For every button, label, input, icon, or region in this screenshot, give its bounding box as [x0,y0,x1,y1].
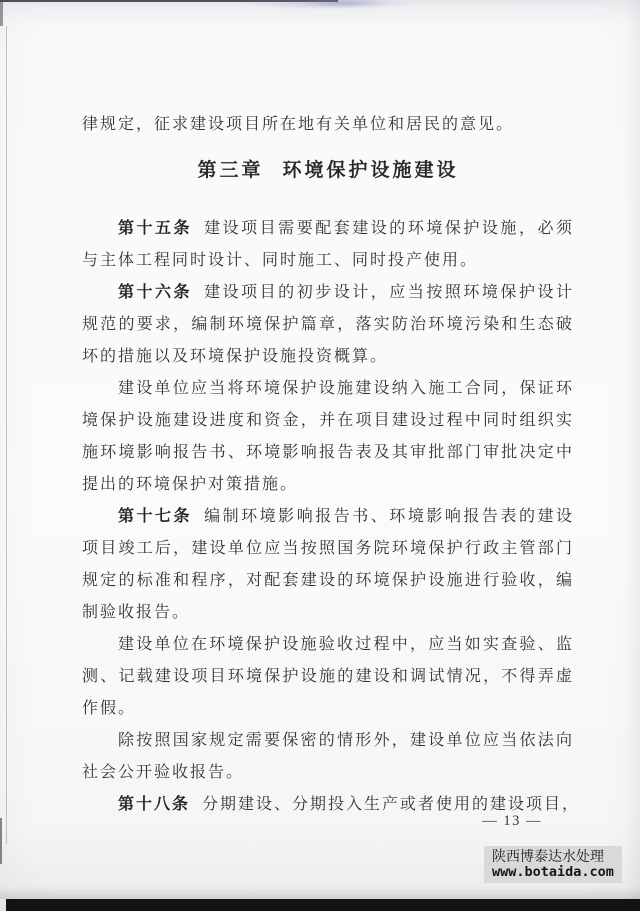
article-text: 建设项目的初步设计，应当按照环境保护设计规范的要求，编制环境保护篇章，落实防治环境污染和生态破坏的措施以及环境保护设施投资概算。 [82,284,574,365]
scan-artifact-left-line [6,26,7,844]
article-paragraph [82,277,574,373]
article-paragraph [82,213,574,277]
scan-artifact-left-mark [0,818,2,864]
article-text: 建设项目需要配套建设的环境保护设施，必须与主体工程同时设计、同时施工、同时投产使用。 [82,220,574,269]
article-text: 除按照国家规定需要保密的情形外，建设单位应当依法向社会公开验收报告。 [82,732,574,781]
watermark-badge [484,846,622,883]
article-paragraph [82,725,574,789]
watermark-url: www.botaida.com [492,864,614,880]
scan-artifact-bottom-shadow [0,886,640,899]
watermark-company: 陕西博泰达水处理 [492,848,604,864]
chapter-heading [82,155,574,187]
continuation-paragraph: 律规定，征求建设项目所在地有关单位和居民的意见。 [82,116,515,133]
article-number: 第十八条 [118,796,191,813]
article-number: 第十六条 [118,284,193,301]
article-number: 第十七条 [118,508,193,525]
article-text: 编制环境影响报告书、环境影响报告表的建设项目竣工后，建设单位应当按照国务院环境保护行政主管部门规定的标准和程序，对配套建设的环境保护设施进行验收，编制验收报告。 [82,508,574,621]
article-text: 建设单位在环境保护设施验收过程中，应当如实查验、监测、记载建设项目环境保护设施的建设和调试情况，不得弄虚作假。 [82,636,574,717]
page-number: — 13 — [482,813,542,829]
article-paragraph [82,373,574,501]
scan-artifact-corner [0,0,3,26]
article-paragraph [82,629,574,725]
document-body [82,109,581,821]
article-text: 建设单位应当将环境保护设施建设纳入施工合同，保证环境保护设施建设进度和资金，并在项目建设过程中同时组织实施环境影响报告书、环境影响报告表及其审批部门审批决定中提出的环境保护对策措施。 [82,380,574,493]
article-number: 第十五条 [118,220,193,237]
chapter-title: 环境保护设施建设 [282,160,459,181]
scan-artifact-bottom-bar [6,899,640,911]
scan-artifact-smudge [300,0,390,8]
chapter-number: 第三章 [197,160,264,181]
article-text: 分期建设、分期投入生产或者使用的建设项目， [202,796,581,813]
article-paragraph [82,501,574,629]
